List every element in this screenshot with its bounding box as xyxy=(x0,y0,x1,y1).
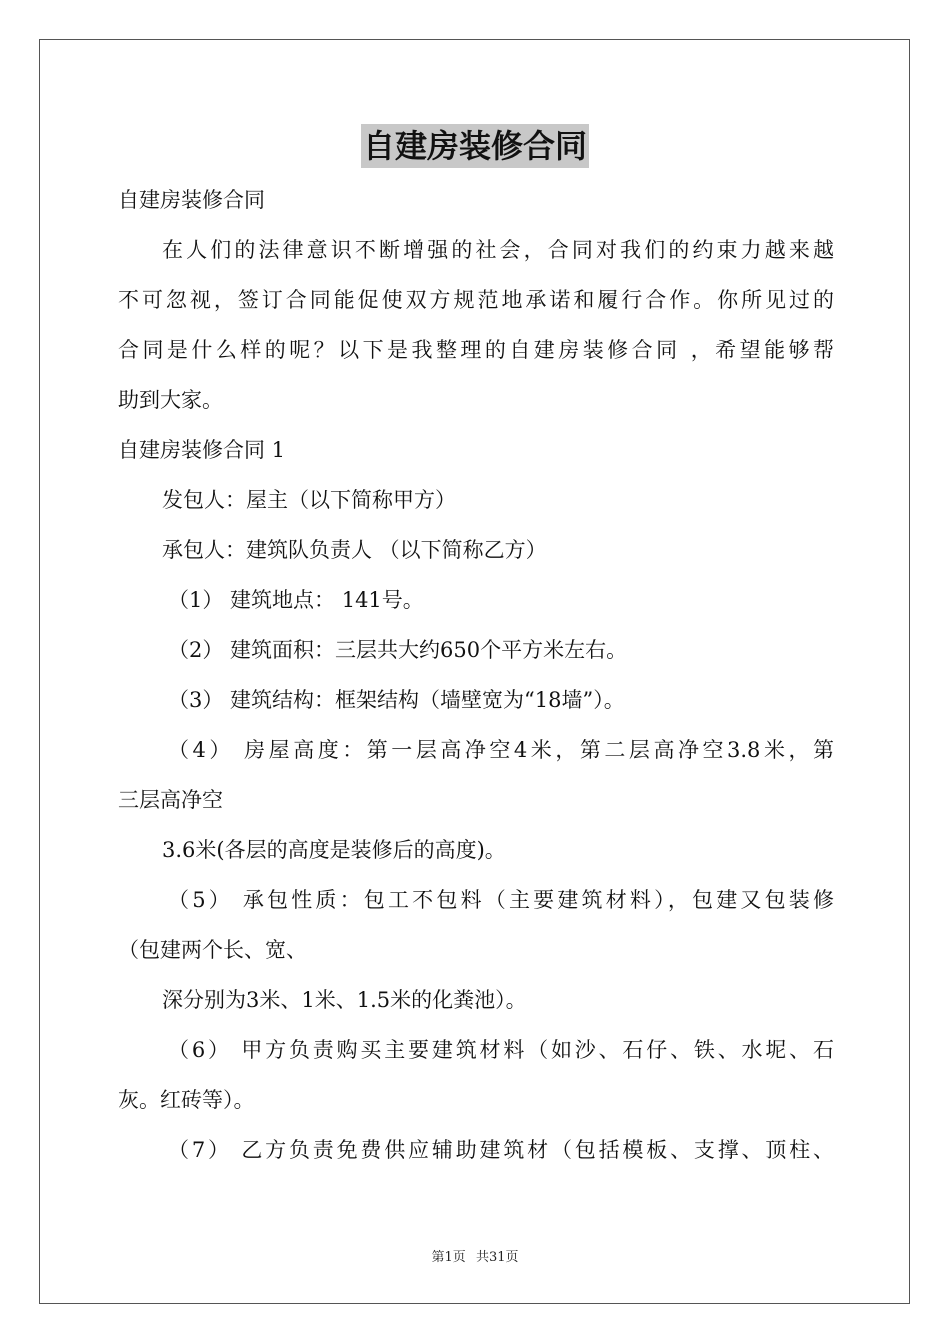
text-line: 深分别为3米、1米、1.5米的化粪池）。 xyxy=(162,988,527,1012)
text-line: （2） 建筑面积：三层共大约650个平方米左右。 xyxy=(168,638,628,662)
text-line: 3.6米(各层的高度是装修后的高度)。 xyxy=(162,838,506,862)
document-title: 自建房装修合同 xyxy=(361,124,589,168)
text-line: 不可忽视，签订合同能促使双方规范地承诺和履行合作。你所见过的 xyxy=(118,288,834,312)
text-line: 发包人：屋主（以下简称甲方） xyxy=(162,488,456,512)
text-line: 灰。红砖等）。 xyxy=(118,1088,255,1112)
text-line: （7） 乙方负责免费供应辅助建筑材（包括模板、支撑、顶柱、 xyxy=(168,1138,834,1162)
text-line: 自建房装修合同 1 xyxy=(118,438,286,462)
page-number: 第1页 xyxy=(431,1250,466,1265)
title-container xyxy=(0,124,950,168)
text-line: （3） 建筑结构：框架结构（墙壁宽为“18墙”）。 xyxy=(168,688,625,712)
text-line: （5） 承包性质：包工不包料（主要建筑材料），包建又包装修 xyxy=(168,888,834,912)
text-line: 合同是什么样的呢？以下是我整理的自建房装修合同 ，希望能够帮 xyxy=(118,338,834,362)
text-line: （6） 甲方负责购买主要建筑材料（如沙、石仔、铁、水坭、石 xyxy=(168,1038,834,1062)
page-total: 共31页 xyxy=(475,1250,519,1265)
text-line: 自建房装修合同 xyxy=(118,188,265,212)
text-line: 助到大家。 xyxy=(118,388,223,412)
text-line: 在人们的法律意识不断增强的社会，合同对我们的约束力越来越 xyxy=(162,238,834,262)
text-line: （4） 房屋高度：第一层高净空4米，第二层高净空3.8米，第 xyxy=(168,738,834,762)
text-line: 承包人：建筑队负责人 （以下简称乙方） xyxy=(162,538,547,562)
text-line: （包建两个长、宽、 xyxy=(118,938,307,962)
page-footer xyxy=(0,1246,950,1265)
document-body xyxy=(118,175,834,1175)
text-line: （1） 建筑地点： 141号。 xyxy=(168,588,424,612)
text-line: 三层高净空 xyxy=(118,788,223,812)
